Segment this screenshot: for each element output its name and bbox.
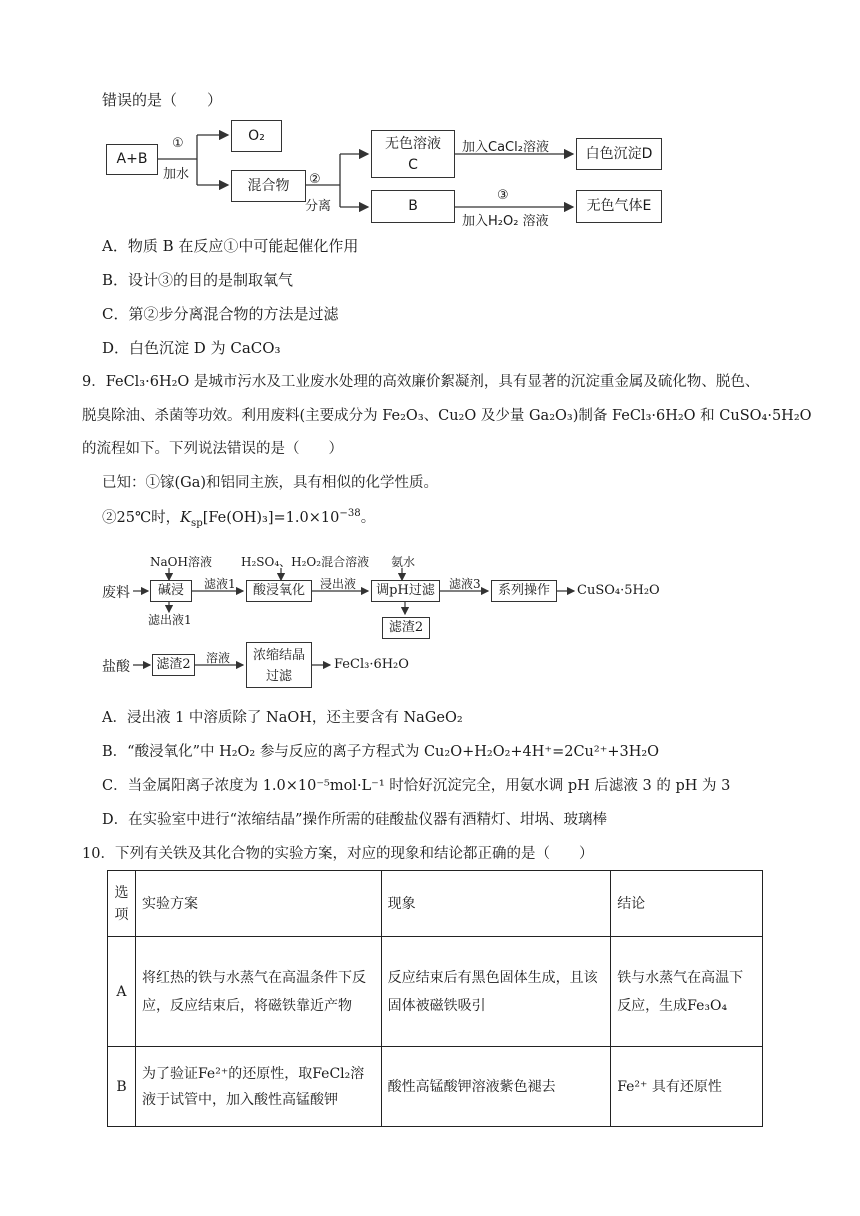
q9-stem-line1: 9．FeCl₃·6H₂O 是城市污水及工业废水处理的高效廉价絮凝剂，具有显著的沉淀重金属及硫化物、脱色、 (82, 374, 760, 390)
q10-stem: 10．下列有关铁及其化合物的实验方案，对应的现象和结论都正确的是（ ） (82, 846, 594, 862)
row-b-conclusion: Fe²⁺ 具有还原性 (611, 1047, 763, 1127)
leachate-label: 浸出液 (320, 577, 357, 591)
row-b-plan: 为了验证Fe²⁺的还原性，取FeCl₂溶液于试管中，加入酸性高锰酸钾 (135, 1047, 381, 1127)
leach-out1-label: 滤出液1 (148, 613, 192, 627)
step2-label: 分离 (305, 199, 332, 214)
table-row (108, 1047, 763, 1127)
q9-ksp-expression: [Fe(OH)₃]=1.0×10 (202, 510, 340, 526)
colorless-gas-box: 无色气体E (576, 190, 662, 223)
concentrate-line1: 浓缩结晶 (252, 648, 305, 663)
q9-known2-prefix: ②25℃时， (102, 510, 181, 526)
residue2-input-box: 滤渣2 (152, 654, 195, 676)
row-a-conclusion: 铁与水蒸气在高温下反应，生成Fe₃O₄ (611, 937, 763, 1047)
row-a-phenomenon: 反应结束后有黑色固体生成，且该固体被磁铁吸引 (381, 937, 611, 1047)
solution-c-line1: 无色溶液 (385, 136, 441, 152)
header-plan: 实验方案 (135, 871, 381, 937)
waste-label: 废料 (102, 585, 130, 601)
series-operation-box: 系列操作 (491, 580, 557, 602)
filtrate1-label: 滤液1 (204, 577, 236, 591)
header-option: 选项 (108, 871, 136, 937)
solution-c-line2: C (408, 157, 418, 173)
table-header-row (108, 871, 763, 937)
q9-option-c: C．当金属阳离子浓度为 1.0×10⁻⁵mol·L⁻¹ 时恰好沉淀完全，用氨水调 pH 后滤液 3 的 pH 为 3 (102, 778, 731, 794)
step1-label: 加水 (163, 167, 190, 182)
step3-number: ③ (497, 188, 509, 203)
row-a-plan: 将红热的铁与水蒸气在高温条件下反应，反应结束后，将磁铁靠近产物 (135, 937, 381, 1047)
filtrate3-label: 滤液3 (449, 577, 481, 591)
b-box: B (371, 190, 455, 223)
q9-ksp-symbol: K (180, 510, 192, 526)
header-phenomenon: 现象 (381, 871, 611, 937)
header-conclusion: 结论 (611, 871, 763, 937)
naoh-reagent: NaOH溶液 (150, 555, 212, 569)
q8-stem-tail: 错误的是（ ） (102, 91, 223, 109)
q9-option-b: B．“酸浸氧化”中 H₂O₂ 参与反应的离子方程式为 Cu₂O+H₂O₂+4H⁺=2Cu²⁺+3H₂O (102, 744, 660, 760)
concentrate-crystallize-box (246, 642, 312, 688)
q9-stem-line2: 脱臭除油、杀菌等功效。利用废料(主要成分为 Fe₂O₃、Cu₂O 及少量 Ga₂O₃)制备 FeCl₃·6H₂O 和 CuSO₄·5H₂O (82, 408, 812, 424)
q10-table (107, 870, 763, 1127)
q9-ksp-exponent: −38 (339, 508, 361, 520)
residue2-box: 滤渣2 (382, 617, 430, 639)
concentrate-line2: 过滤 (265, 669, 292, 684)
row-b-phenomenon: 酸性高锰酸钾溶液紫色褪去 (381, 1047, 611, 1127)
mixture-box: 混合物 (231, 170, 306, 202)
alkali-leach-box: 碱浸 (150, 580, 192, 602)
solution-label: 溶液 (206, 651, 231, 665)
acid-mix-reagent: H₂SO₄、H₂O₂混合溶液 (241, 555, 370, 569)
q9-option-a: A．浸出液 1 中溶质除了 NaOH，还主要含有 NaGeO₂ (102, 710, 463, 726)
step1-number: ① (172, 136, 184, 151)
start-box: A+B (106, 144, 158, 175)
q9-option-d: D．在实验室中进行“浓缩结晶”操作所需的硅酸盐仪器有酒精灯、坩埚、玻璃棒 (102, 812, 607, 828)
q8-option-a: A．物质 B 在反应①中可能起催化作用 (102, 237, 359, 255)
step2-number: ② (309, 172, 321, 187)
o2-box: O₂ (231, 120, 282, 152)
q9-known1: 已知：①镓(Ga)和铝同主族，具有相似的化学性质。 (102, 475, 439, 491)
q8-option-c: C．第②步分离混合物的方法是过滤 (102, 305, 339, 323)
q9-ksp-subscript: sp (191, 517, 203, 529)
q9-stem-line3: 的流程如下。下列说法错误的是（ ） (82, 441, 343, 457)
white-precipitate-box: 白色沉淀D (576, 138, 662, 170)
add-h2o2-label: 加入H₂O₂ 溶液 (462, 214, 549, 229)
fecl3-product: FeCl₃·6H₂O (334, 657, 409, 672)
q9-known2-end: 。 (360, 510, 376, 526)
q8-option-b: B．设计③的目的是制取氧气 (102, 271, 294, 289)
q8-option-d: D．白色沉淀 D 为 CaCO₃ (102, 339, 281, 357)
hcl-label: 盐酸 (102, 659, 130, 675)
ph-filter-box: 调pH过滤 (371, 580, 440, 602)
acid-oxidation-box: 酸浸氧化 (246, 580, 312, 602)
cuso4-product: CuSO₄·5H₂O (577, 583, 660, 598)
row-a-option: A (108, 937, 136, 1047)
table-row (108, 937, 763, 1047)
ammonia-reagent: 氨水 (391, 555, 416, 569)
add-cacl2-label: 加入CaCl₂溶液 (462, 140, 549, 155)
row-b-option: B (108, 1047, 136, 1127)
